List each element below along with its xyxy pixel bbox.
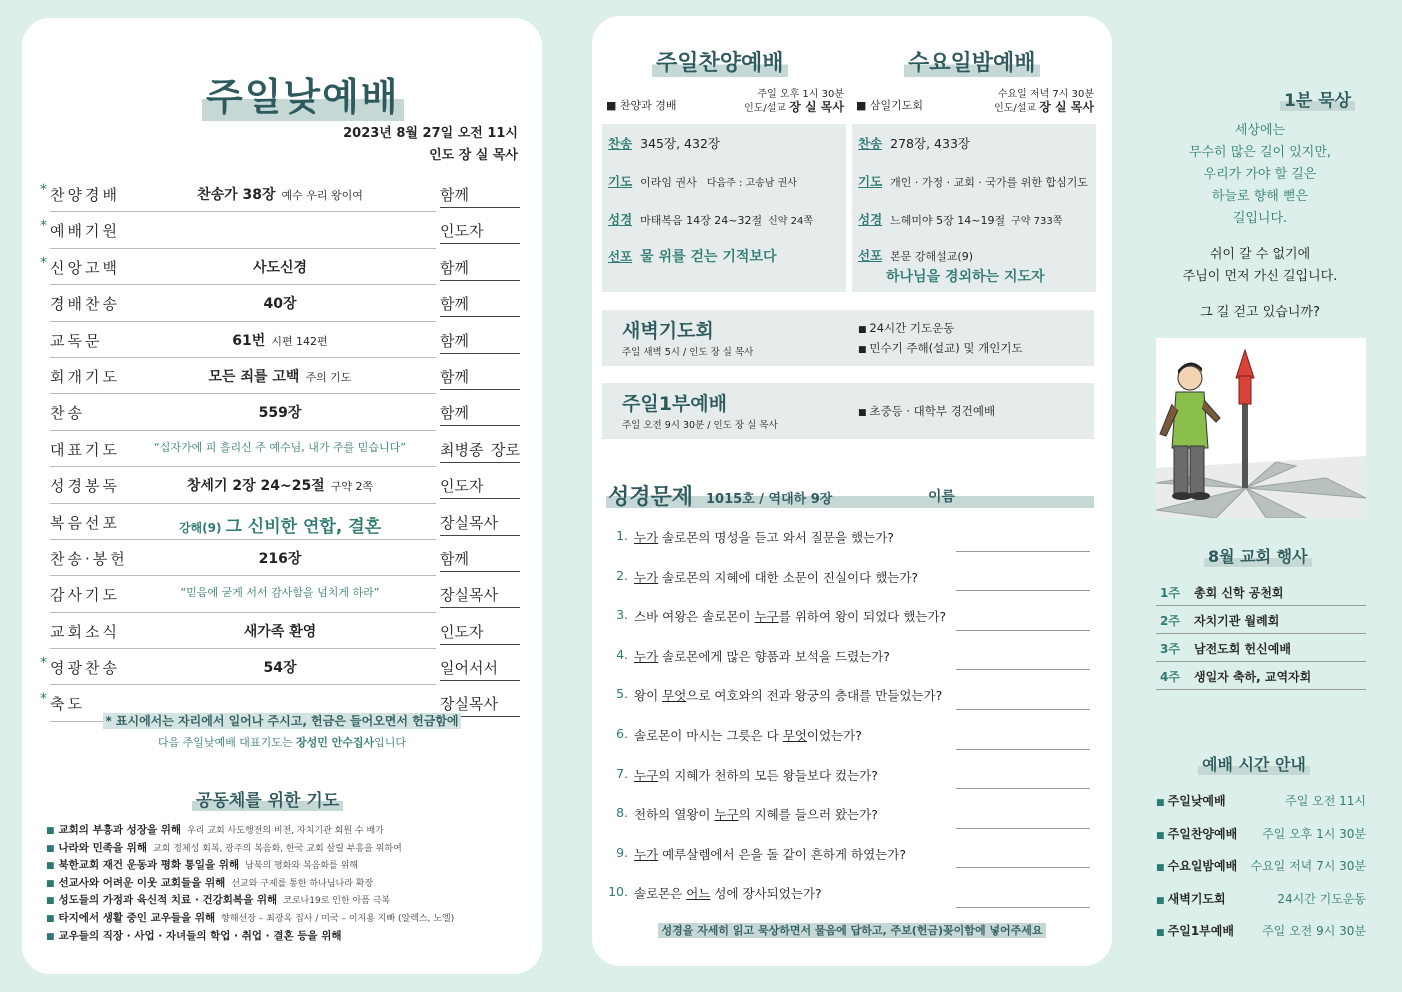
order-item-content: 559장 xyxy=(258,405,302,422)
divider xyxy=(50,539,436,540)
order-item-name: 예배기원 xyxy=(50,222,120,241)
answer-line[interactable] xyxy=(956,907,1090,908)
quiz-question: 1. 누가 솔로몬의 명성을 듣고 와서 질문을 했는가? xyxy=(606,518,1094,558)
service-date: 2023년 8월 27일 오전 11시 xyxy=(343,126,518,141)
order-item-content: “믿음에 굳게 서서 감사함을 넘치게 하라” xyxy=(180,586,380,600)
first-service-box xyxy=(602,383,1094,439)
order-item-leader: 최병종 장로 xyxy=(440,439,520,463)
square-bullet-icon: ■ xyxy=(46,861,55,872)
order-item-content: 54장 xyxy=(263,660,297,677)
order-row xyxy=(40,287,520,323)
order-item-leader: 함께 xyxy=(440,548,520,572)
divider xyxy=(50,284,436,285)
wednesday-meta xyxy=(856,88,1094,118)
order-row xyxy=(40,578,520,614)
wednesday-prayer: 기도 개인 · 가정 · 교회 · 국가를 위한 합심기도 xyxy=(858,174,1089,189)
first-bullet-1: ■ 초중등 · 대학부 경건예배 xyxy=(858,403,995,419)
wednesday-label: ■ 삼일기도회 xyxy=(856,99,924,112)
prayer-list xyxy=(46,822,526,945)
dawn-title: 새벽기도회 xyxy=(622,320,714,342)
order-item-content: 216장 xyxy=(258,550,302,567)
order-row xyxy=(40,396,520,432)
order-item-leader: 일어서서 xyxy=(440,657,520,681)
order-item-content: 사도신경 xyxy=(252,259,308,276)
quiz-question: 5. 왕이 무엇으로 여호와의 전과 왕궁의 층대를 만들었는가? xyxy=(606,676,1094,716)
meditation-line: 우리가 가야 할 길은 xyxy=(1203,167,1317,182)
quiz-question: 3. 스바 여왕은 솔로몬이 누구를 위하여 왕이 되었다 했는가? xyxy=(606,597,1094,637)
dawn-sub: 주일 새벽 5시 / 인도 장 실 목사 xyxy=(622,347,754,358)
wednesday-sermon: 선포 본문 강해설교(9) xyxy=(858,248,973,263)
order-item-leader: 함께 xyxy=(440,402,520,426)
quiz-question: 8. 천하의 열왕이 누구의 지혜를 들으러 왔는가? xyxy=(606,795,1094,835)
order-item-leader: 장실목사 xyxy=(440,584,520,608)
order-item-name: 찬송 xyxy=(50,404,85,423)
order-of-service xyxy=(40,178,520,724)
sunday-service-panel xyxy=(22,18,542,974)
service-time-row: ■ 주일1부예배 주일 오전 9시 30분 xyxy=(1156,918,1366,951)
divider xyxy=(50,466,436,467)
order-item-name: 경배찬송 xyxy=(50,295,120,314)
stand-mark: * xyxy=(40,254,47,271)
prayer-item: ■ 교우들의 직장 · 사업 · 자녀들의 학업 · 취업 · 결혼 등을 위해 xyxy=(46,929,342,942)
order-row xyxy=(40,214,520,250)
event-row: 2주 자치기관 월례회 xyxy=(1156,606,1366,634)
order-item-content: 창세기 2장 24~25절 구약 2쪽 xyxy=(186,478,374,495)
prayer-item: ■ 교회의 부흥과 성장을 위해 우리 교회 사도행전의 비전, 자치기관 회원 수 배가 xyxy=(46,824,384,836)
order-item-content: 찬송가 38장 예수 우리 왕이여 xyxy=(197,187,363,203)
divider xyxy=(50,393,436,394)
meditation-line: 무수히 많은 길이 있지만, xyxy=(1188,145,1332,160)
prayer-item: ■ 선교사와 어려운 이웃 교회들을 위해 선교와 구제를 통한 하나님나라 확장 xyxy=(46,876,374,889)
quiz-question: 10. 솔로몬은 어느 성에 장사되었는가? xyxy=(606,874,1094,914)
answer-line[interactable] xyxy=(956,669,1090,670)
answer-line[interactable] xyxy=(956,630,1090,631)
order-item-name: 회개기도 xyxy=(50,367,120,386)
order-row xyxy=(40,433,520,469)
answer-line[interactable] xyxy=(956,828,1090,829)
order-item-content: 61번 시편 142편 xyxy=(232,332,328,349)
order-item-name: 복음선포 xyxy=(50,513,120,532)
wednesday-service-title: 수요일밤예배 xyxy=(904,46,1040,77)
afternoon-hymn: 찬송 345장, 432장 xyxy=(608,136,720,151)
quiz-list xyxy=(606,518,1094,914)
meditation-line: 하늘로 향해 뻗은 xyxy=(1211,189,1309,204)
order-item-name: 성경봉독 xyxy=(50,477,120,496)
divider xyxy=(50,648,436,649)
order-item-leader: 함께 xyxy=(440,330,520,354)
service-times-title: 예배 시간 안내 xyxy=(1198,752,1310,775)
service-time-row: ■ 주일낮예배 주일 오전 11시 xyxy=(1156,788,1366,821)
order-row xyxy=(40,506,520,542)
order-item-name: 감사기도 xyxy=(50,586,120,605)
divider xyxy=(50,211,436,212)
order-item-content: “십자가에 피 흘리신 주 예수님, 내가 주를 믿습니다” xyxy=(154,440,406,454)
meditation-line: 세상에는 xyxy=(1234,123,1286,138)
order-item-leader: 장실목사 xyxy=(440,693,520,717)
order-item-content: 새가족 환영 xyxy=(243,623,317,640)
meditation-body xyxy=(1160,120,1360,324)
order-item-name: 대표기도 xyxy=(50,440,120,459)
standing-note: * 표시에서는 자리에서 일어나 주시고, 헌금은 들어오면서 헌금함에 xyxy=(105,714,459,728)
dawn-prayer-box xyxy=(602,310,1094,366)
page-title: 주일낮예배 xyxy=(202,66,404,121)
bible-quiz-header xyxy=(606,480,1094,508)
dawn-bullet-2: ■ 민수기 주해(설교) 및 개인기도 xyxy=(858,340,1023,356)
order-item-leader: 함께 xyxy=(440,184,520,208)
event-row: 3주 남전도회 헌신예배 xyxy=(1156,634,1366,662)
square-bullet-icon: ■ xyxy=(46,878,55,889)
service-time-row: ■ 새벽기도회 24시간 기도운동 xyxy=(1156,886,1366,919)
community-prayer-title: 공동체를 위한 기도 xyxy=(192,786,343,811)
order-item-name: 찬송·봉헌 xyxy=(50,549,128,568)
order-item-leader: 인도자 xyxy=(440,475,520,499)
order-item-leader: 함께 xyxy=(440,293,520,317)
service-time-row: ■ 수요일밤예배 수요일 저녁 7시 30분 xyxy=(1156,853,1366,886)
order-row xyxy=(40,651,520,687)
stand-mark: * xyxy=(40,218,47,235)
stand-mark: * xyxy=(40,182,47,198)
wednesday-preacher-label: 인도/설교 xyxy=(994,103,1037,114)
order-item-leader: 함께 xyxy=(440,366,520,390)
meditation-line: 쉬이 갈 수 없기에 xyxy=(1209,247,1311,262)
wednesday-service-box xyxy=(852,124,1096,292)
first-title: 주일1부예배 xyxy=(622,393,727,415)
divider xyxy=(50,357,436,358)
order-item-name: 찬양경배 xyxy=(50,186,120,204)
order-item-leader: 인도자 xyxy=(440,621,520,645)
event-row: 1주 총회 신학 공천회 xyxy=(1156,578,1366,606)
afternoon-bible: 성경 마태복음 14장 24~32절 신약 24쪽 xyxy=(608,212,814,227)
order-item-leader: 함께 xyxy=(440,257,520,281)
prayer-item: ■ 북한교회 재건 운동과 평화 통일을 위해 남북의 평화와 복음화를 위해 xyxy=(46,859,359,872)
answer-line[interactable] xyxy=(956,709,1090,710)
stand-mark: * xyxy=(40,655,47,672)
divider xyxy=(50,321,436,322)
order-row xyxy=(40,542,520,578)
wednesday-time: 수요일 저녁 7시 30분 xyxy=(997,89,1094,100)
square-bullet-icon: ■ xyxy=(46,931,55,942)
afternoon-prayer: 기도 이라임 권사 다음주 : 고송남 권사 xyxy=(608,174,797,189)
divider xyxy=(50,575,436,576)
wednesday-preacher: 장 실 목사 xyxy=(1039,100,1094,114)
order-item-content: 모든 죄를 고백 주의 기도 xyxy=(208,368,352,385)
answer-line[interactable] xyxy=(956,551,1090,552)
afternoon-sermon: 선포 물 위를 걷는 기적보다 xyxy=(608,249,777,265)
order-row xyxy=(40,178,520,214)
order-item-name: 축도 xyxy=(50,695,85,714)
answer-line[interactable] xyxy=(956,590,1090,591)
divider xyxy=(50,248,436,249)
divider xyxy=(50,684,436,685)
quiz-subtitle: 1015호 / 역대하 9장 xyxy=(706,492,833,507)
dawn-bullet-1: ■ 24시간 기도운동 xyxy=(858,320,954,336)
service-times-list xyxy=(1156,788,1366,951)
meditation-title: 1분 묵상 xyxy=(1280,86,1355,111)
quiz-footer: 성경을 자세히 읽고 묵상하면서 물음에 답하고, 주보(헌금)꽂이함에 넣어주세요 xyxy=(592,922,1112,938)
august-events-title: 8월 교회 행사 xyxy=(1204,544,1312,567)
quiz-title: 성경문제 xyxy=(608,485,694,510)
next-prayer-note: 다음 주일낮예배 대표기도는 장성민 안수집사입니다 xyxy=(157,736,407,749)
afternoon-service-box xyxy=(602,124,846,292)
order-item-name: 교독문 xyxy=(50,331,103,350)
meditation-line: 주님이 먼저 가신 길입니다. xyxy=(1182,269,1338,284)
order-item-name: 영광찬송 xyxy=(50,659,120,678)
event-row: 4주 생일자 축하, 교역자회 xyxy=(1156,662,1366,690)
quiz-question: 6. 솔로몬이 마시는 그릇은 다 무엇이었는가? xyxy=(606,716,1094,756)
square-bullet-icon: ■ xyxy=(46,896,55,907)
order-row xyxy=(40,251,520,287)
divider xyxy=(50,430,436,431)
order-row xyxy=(40,360,520,396)
meditation-line: 길입니다. xyxy=(1232,211,1288,226)
quiz-name-label: 이름 xyxy=(928,489,956,505)
quiz-question: 9. 누가 예루살렘에서 은을 돌 같이 흔하게 하였는가? xyxy=(606,835,1094,875)
man-with-arrow-illustration xyxy=(1156,338,1366,518)
afternoon-preacher-label: 인도/설교 xyxy=(744,103,787,114)
square-bullet-icon: ■ xyxy=(46,843,55,854)
afternoon-meta xyxy=(606,88,844,118)
order-item-name: 신앙고백 xyxy=(50,258,120,277)
answer-line[interactable] xyxy=(956,867,1090,868)
quiz-question: 7. 누구의 지혜가 천하의 모든 왕들보다 컸는가? xyxy=(606,756,1094,796)
august-events-list xyxy=(1156,578,1366,690)
afternoon-label: ■ 찬양과 경배 xyxy=(606,99,677,112)
services-panel xyxy=(592,16,1112,966)
quiz-question: 4. 누가 솔로몬에게 많은 향품과 보석을 드렸는가? xyxy=(606,637,1094,677)
order-row xyxy=(40,469,520,505)
answer-line[interactable] xyxy=(956,788,1090,789)
wednesday-bible: 성경 느헤미야 5장 14~19절 구약 733쪽 xyxy=(858,212,1063,227)
order-item-leader: 인도자 xyxy=(440,220,520,244)
divider xyxy=(50,612,436,613)
afternoon-time: 주일 오후 1시 30분 xyxy=(757,89,844,100)
order-row xyxy=(40,615,520,651)
square-bullet-icon: ■ xyxy=(46,913,55,924)
order-item-content: 40장 xyxy=(263,296,297,313)
prayer-item: ■ 성도들의 가정과 육신적 치료 · 건강회복을 위해 코로나19로 인한 아픔 극복 xyxy=(46,894,391,907)
first-sub: 주일 오전 9시 30분 / 인도 장 실 목사 xyxy=(622,420,778,431)
order-item-name: 교회소식 xyxy=(50,622,120,641)
afternoon-service-title: 주일찬양예배 xyxy=(652,46,788,77)
quiz-question: 2. 누가 솔로몬의 지혜에 대한 소문이 진실이다 했는가? xyxy=(606,558,1094,598)
stand-mark: * xyxy=(40,691,47,708)
order-item-leader: 장실목사 xyxy=(440,512,520,536)
answer-line[interactable] xyxy=(956,749,1090,750)
wednesday-hymn: 찬송 278장, 433장 xyxy=(858,136,970,151)
wednesday-sermon-title: 하나님을 경외하는 지도자 xyxy=(886,269,1045,285)
afternoon-preacher: 장 실 목사 xyxy=(789,100,844,114)
order-item-content: 강해(9) 그 신비한 연합, 결혼 xyxy=(178,516,382,537)
service-time-row: ■ 주일찬양예배 주일 오후 1시 30분 xyxy=(1156,821,1366,854)
prayer-item: ■ 타지에서 생활 중인 교우들을 위해 향해선장 – 최광옥 집사 / 미국 – 이지용 지빠 (알렉스, 노엘) xyxy=(46,911,455,924)
square-bullet-icon: ■ xyxy=(46,826,55,836)
divider xyxy=(50,503,436,504)
order-row xyxy=(40,324,520,360)
service-presider: 인도 장 실 목사 xyxy=(429,148,518,163)
prayer-item: ■ 나라와 민족을 위해 교회 정체성 회복, 광주의 복음화, 한국 교회 살릴 부흥을 위하여 xyxy=(46,841,402,854)
meditation-line: 그 길 걷고 있습니까? xyxy=(1200,305,1320,320)
